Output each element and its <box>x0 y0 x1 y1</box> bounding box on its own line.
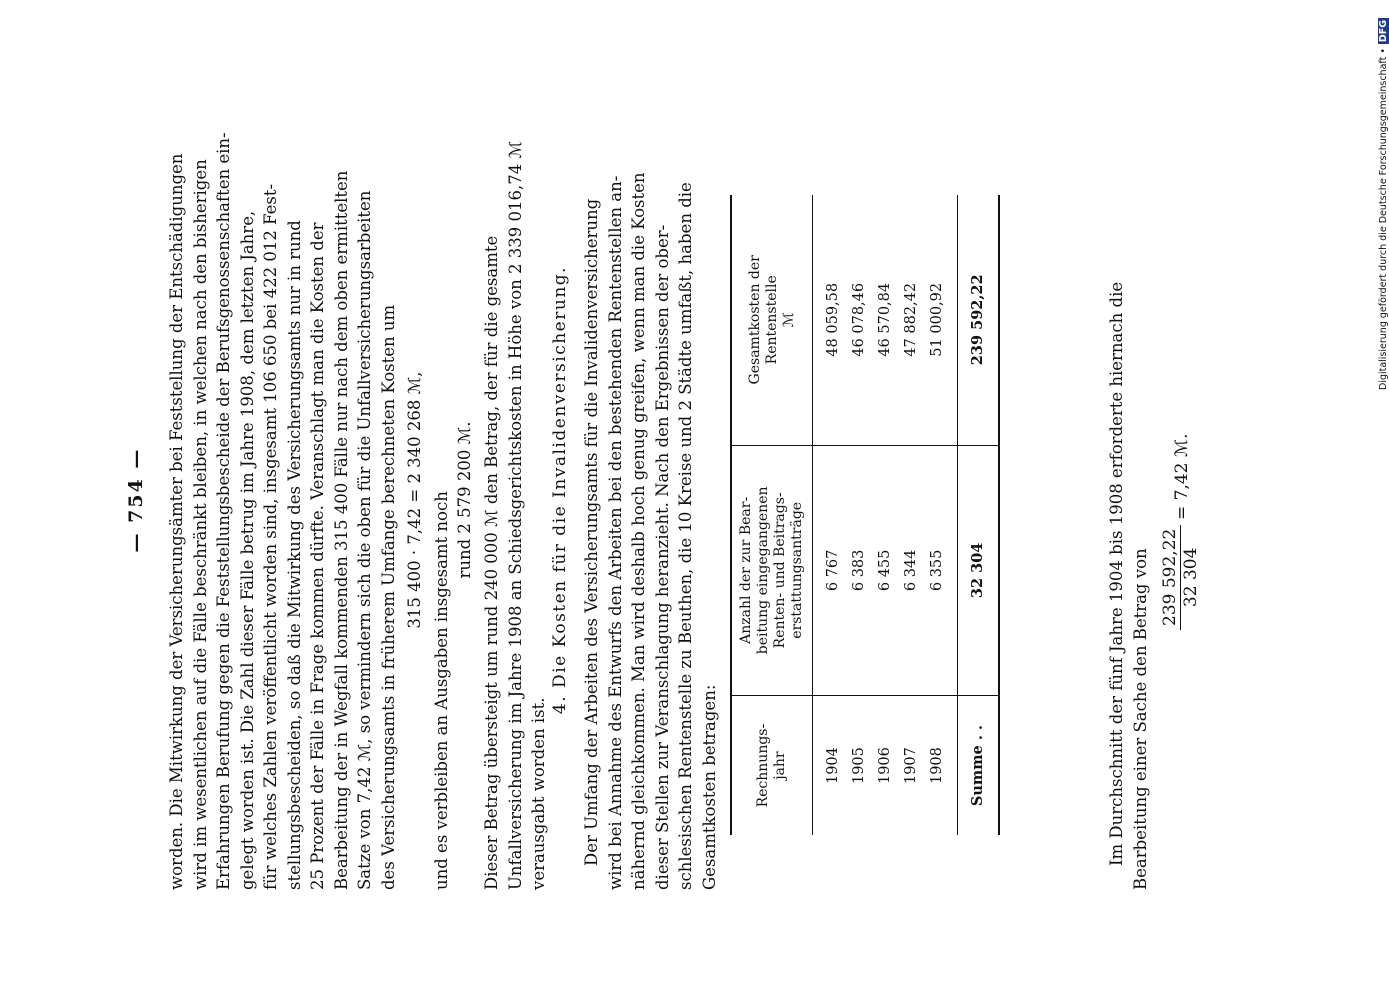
text-line: wird bei Annahme des Entwurfs den Arbeiten bei den bestehenden Rentenstellen an- <box>605 175 625 890</box>
text-line: Unfallversicherung im Jahre 1908 an Schiedsgerichtskosten in Höhe von 2 339 016,74 ℳ <box>505 140 525 890</box>
credit-text: Digitalisierung gefördert durch die Deutsche Forschungsgemeinschaft • <box>1378 48 1389 390</box>
table-row: 1908 6 355 51 000,92 <box>924 195 958 835</box>
average-fraction <box>1160 433 1201 630</box>
text-line: Dieser Betrag übersteigt um rund 240 000 ℳ den Betrag, der für die gesamte <box>482 235 501 890</box>
equation-remaining-total: rund 2 579 200 ℳ. <box>455 421 474 579</box>
text-line: Der Umfang der Arbeiten des Versicherungsamts für die Invalidenversicherung <box>582 198 601 866</box>
text-line: Gesamtkosten betragen: <box>699 684 719 890</box>
text-line: gelegt worden ist. Die Zahl dieser Fälle betrug im Jahre 1908, dem letzten Jahre, <box>237 210 257 890</box>
paragraph-comparison <box>480 115 551 890</box>
dfg-logo: DFG <box>1378 19 1389 43</box>
text-line: des Versicherungsamts in früherem Umfange berechneten Kosten um <box>378 304 398 890</box>
paragraph-accident-insurance <box>165 115 400 890</box>
cost-table <box>730 195 1000 835</box>
text-line: dieser Stellen zur Veranschlagung heranzieht. Nach den Ergebnissen der ober- <box>652 224 672 890</box>
digitization-credit <box>1363 10 1389 390</box>
table-header-applications: Anzahl der zur Bear- beitung eingegangenen Renten- und Beitrags- erstattungsanträge <box>731 445 813 696</box>
remaining-line: und es verbleiben an Ausgaben insgesamt noch <box>432 491 451 890</box>
text-line: nähernd gleichkommen. Man wird deshalb hoch genug greifen, wenn man die Kosten <box>629 172 648 890</box>
table-row: 1904 6 767 48 059,58 <box>813 195 847 835</box>
text-line: für welches Zahlen veröffentlicht worden sind, insgesamt 106 650 bei 422 012 Fest- <box>261 183 280 890</box>
text-line: Bearbeitung einer Sache den Betrag von <box>1130 548 1150 890</box>
table-header-year: Rechnungs- jahr <box>731 696 813 835</box>
table-row: 1907 6 344 47 882,42 <box>898 195 924 835</box>
text-line: wird im wesentlichen auf die Fälle beschränkt bleiben, in welchen nach den bisherigen <box>190 159 210 890</box>
scanned-page <box>70 70 1300 930</box>
fraction-denominator: 32 304 <box>1181 547 1201 608</box>
fraction-numerator: 239 592,22 <box>1160 525 1181 630</box>
paragraph-average <box>1105 115 1152 890</box>
text-line: worden. Die Mitwirkung der Versicherungsämter bei Feststellung der Entschädigungen <box>167 153 186 890</box>
text-line: 25 Prozent der Fälle in Frage kommen dürfte. Veranschlagt man die Kosten der <box>308 222 327 890</box>
section-heading: 4. Die Kosten für die Invalidenversicherung. <box>550 265 570 715</box>
text-line: Bearbeitung der in Wegfall kommenden 315 400 Fälle nur nach dem oben ermittelten <box>331 170 351 890</box>
table-row: 1906 6 455 46 570,84 <box>872 195 898 835</box>
text-line: Satze von 7,42 ℳ, so vermindern sich die oben für die Unfallversicherungsarbeiten <box>355 190 374 890</box>
paragraph-invalidity-insurance <box>580 115 721 890</box>
table-row: 1905 6 383 46 078,46 <box>846 195 872 835</box>
text-line: Erfahrungen Berufung gegen die Feststellungsbescheide der Berufsgenossenschaften ein- <box>214 132 233 890</box>
table-sum-row: Summe . . 32 304 239 592,22 <box>958 195 1000 835</box>
fraction-result: = 7,42 ℳ. <box>1172 433 1192 520</box>
text-line: schlesischen Rentenstelle zu Beuthen, die 10 Kreise und 2 Städte umfaßt, haben die <box>676 182 695 890</box>
text-line: verausgabt worden ist. <box>529 697 548 890</box>
table-header-total-costs: Gesamtkosten der Rentenstelle ℳ <box>731 195 813 445</box>
equation-cost-reduction: 315 400 · 7,42 = 2 340 268 ℳ, <box>405 371 424 629</box>
page-number: — 754 — <box>125 447 147 553</box>
text-line: Im Durchschnitt der fünf Jahre 1904 bis 1908 erforderte hiernach die <box>1107 281 1126 866</box>
text-line: stellungsbescheiden, so daß die Mitwirkung des Versicherungsamts nur in rund <box>284 220 304 890</box>
